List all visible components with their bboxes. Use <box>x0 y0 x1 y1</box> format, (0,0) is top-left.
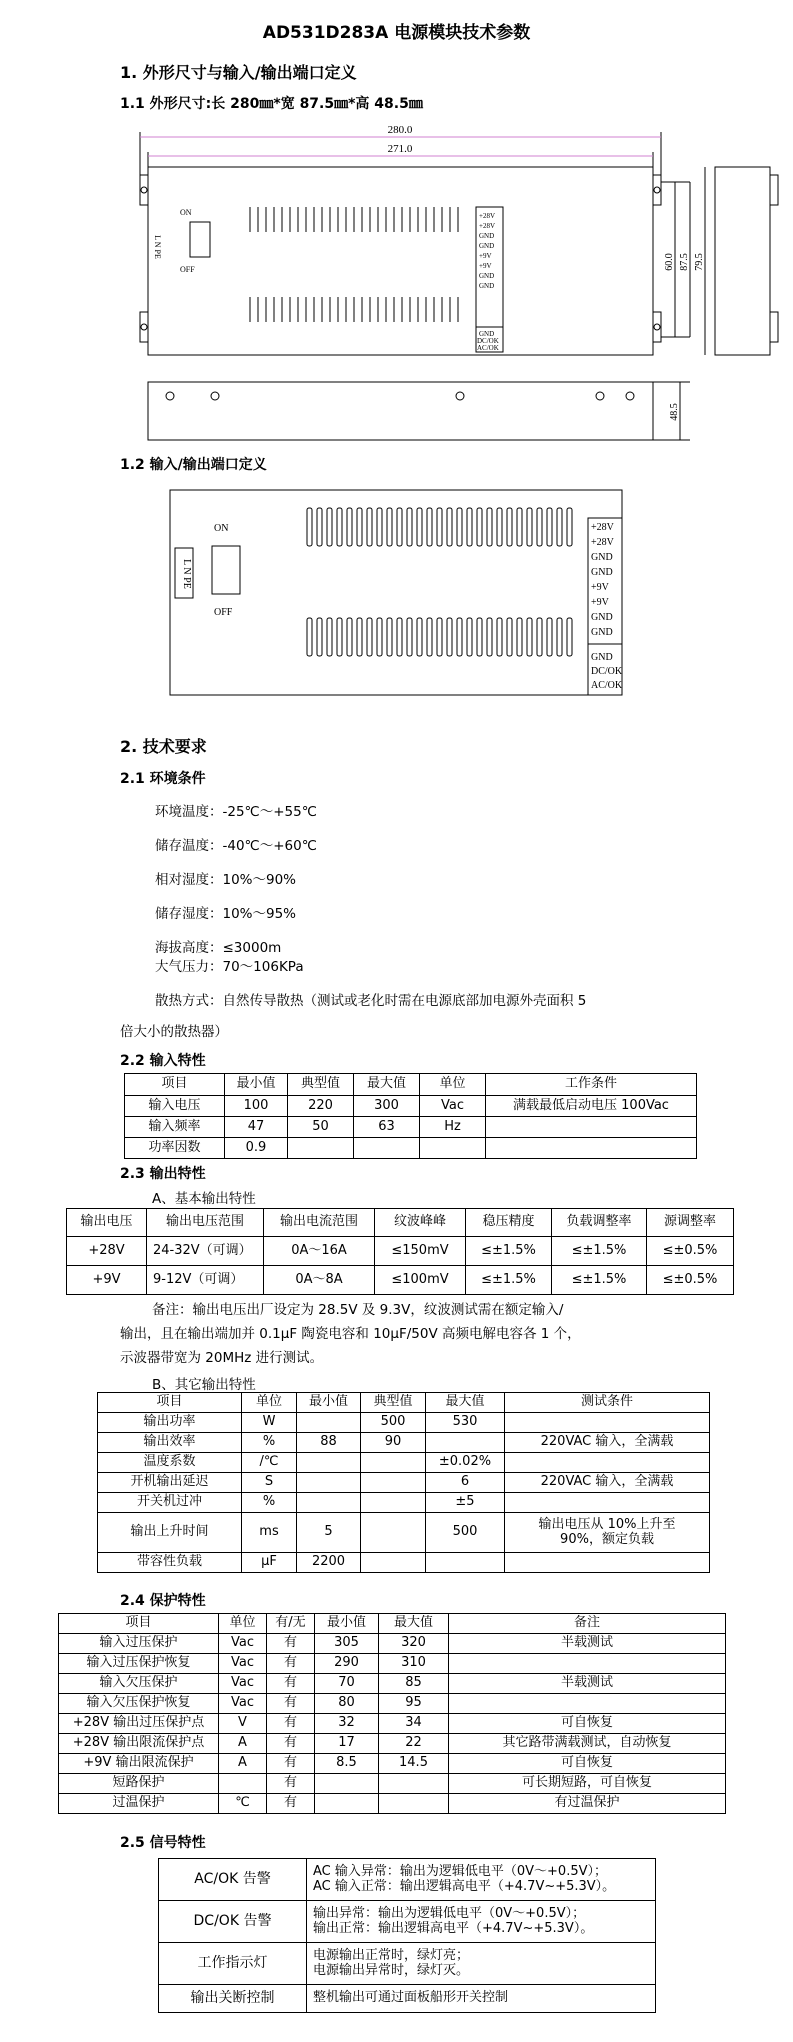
table-header-row: 项目 单位 有/无 最小值 最大值 备注 <box>59 1614 726 1634</box>
switch-on-label: ON <box>180 208 192 217</box>
basic-output-heading: A、基本输出特性 <box>152 1191 256 1207</box>
env-relative-humidity: 相对湿度：10%～90% <box>155 872 297 888</box>
svg-text:+28V: +28V <box>591 522 614 533</box>
vent-row-bottom <box>307 618 572 656</box>
note-line-3: 示波器带宽为 20MHz 进行测试。 <box>120 1350 324 1366</box>
table-row: 输出上升时间 ms 5 500 输出电压从 10%上升至 90%，额定负载 <box>98 1513 710 1553</box>
table-row: 输入过压保护恢复 Vac 有 290 310 <box>59 1654 726 1674</box>
table-row: +9V 9-12V（可调） 0A～8A ≤100mV ≤±1.5% ≤±1.5% ≤±0.5% <box>67 1266 734 1295</box>
env-storage-humidity: 储存湿度：10%～95% <box>155 906 297 922</box>
section-2-4-heading: 2.4 保护特性 <box>120 1593 206 1609</box>
top-view-body <box>148 167 653 355</box>
svg-text:DC/OK: DC/OK <box>591 666 623 677</box>
cooling-line-1: 散热方式：自然传导散热（测试或老化时需在电源底部加电源外壳面积 5 <box>155 993 587 1009</box>
table-row: 输出功率 W 500 530 <box>98 1413 710 1433</box>
section-2-2-heading: 2.2 输入特性 <box>120 1053 206 1069</box>
table-row: 输入欠压保护 Vac 有 70 85 半载测试 <box>59 1674 726 1694</box>
dim-87-5-label: 87.5 <box>679 253 690 271</box>
header-cell: 项目 <box>125 1074 225 1096</box>
env-altitude: 海拔高度：≤3000m <box>155 940 282 956</box>
side-view <box>148 382 653 440</box>
table-row: 短路保护 有 可长期短路，可自恢复 <box>59 1774 726 1794</box>
section-2-1-heading: 2.1 环境条件 <box>120 771 206 787</box>
other-output-table <box>97 1392 710 1573</box>
env-pressure: 大气压力：70～106KPa <box>155 959 304 975</box>
header-cell: 最大值 <box>354 1074 420 1096</box>
table-row: 输出关断控制 整机输出可通过面板船形开关控制 <box>159 1985 656 2013</box>
table-row: 过温保护 ℃ 有 有过温保护 <box>59 1794 726 1814</box>
table-row: 功率因数 0.9 <box>125 1138 697 1159</box>
table-row: 输入欠压保护恢复 Vac 有 80 95 <box>59 1694 726 1714</box>
svg-text:GND: GND <box>479 242 495 250</box>
svg-text:+9V: +9V <box>591 597 609 608</box>
front-panel <box>170 490 622 695</box>
section-1-1-heading: 1.1 外形尺寸:长 280㎜*宽 87.5㎜*高 48.5㎜ <box>120 96 423 112</box>
svg-text:AC/OK: AC/OK <box>591 680 623 691</box>
signal-table <box>158 1858 656 2013</box>
switch-off-label: OFF <box>180 265 195 274</box>
svg-text:+9V: +9V <box>479 252 492 260</box>
table-row: 开机输出延迟 S 6 220VAC 输入，全满载 <box>98 1473 710 1493</box>
table-row: 温度系数 /℃ ±0.02% <box>98 1453 710 1473</box>
header-cell: 典型值 <box>288 1074 354 1096</box>
document-title: AD531D283A 电源模块技术参数 <box>262 23 531 43</box>
table-header-row: 输出电压 输出电压范围 输出电流范围 纹波峰峰 稳压精度 负载调整率 源调整率 <box>67 1209 734 1237</box>
terminal-labels <box>477 212 499 352</box>
other-output-heading: B、其它输出特性 <box>152 1377 256 1393</box>
vent-row-top <box>307 508 572 546</box>
end-view <box>715 167 770 355</box>
header-cell: 工作条件 <box>486 1074 697 1096</box>
table-row: 带容性负载 μF 2200 <box>98 1553 710 1573</box>
svg-text:GND: GND <box>479 330 495 338</box>
svg-text:DC/OK: DC/OK <box>477 337 499 345</box>
svg-text:GND: GND <box>479 282 495 290</box>
rocker-switch <box>212 546 240 594</box>
port-lnpe-label: L N PE <box>181 559 192 589</box>
vent-slots-top <box>250 207 458 232</box>
section-2-heading: 2. 技术要求 <box>120 737 207 756</box>
table-header-row <box>125 1074 697 1096</box>
dim-271-label: 271.0 <box>387 143 413 155</box>
port-switch-off-label: OFF <box>214 607 233 618</box>
section-1-heading: 1. 外形尺寸与输入/输出端口定义 <box>120 63 357 82</box>
rise-time-condition: 输出电压从 10%上升至 90%，额定负载 <box>505 1513 710 1553</box>
table-row: +28V 24-32V（可调） 0A～16A ≤150mV ≤±1.5% ≤±1.5% ≤±0.5% <box>67 1237 734 1266</box>
table-row: +9V 输出限流保护 A 有 8.5 14.5 可自恢复 <box>59 1754 726 1774</box>
table-row: 输入频率 47 50 63 Hz <box>125 1117 697 1138</box>
input-table <box>124 1073 697 1159</box>
svg-text:GND: GND <box>591 612 613 623</box>
dim-79-5-label: 79.5 <box>694 253 705 271</box>
port-drawing <box>0 478 793 703</box>
dim-280-label: 280.0 <box>387 124 413 136</box>
svg-text:GND: GND <box>591 552 613 563</box>
table-row: DC/OK 告警 输出异常：输出为逻辑低电平（0V～+0.5V）； 输出正常：输出逻辑高电平（+4.7V~+5.3V）。 <box>159 1901 656 1943</box>
header-cell: 单位 <box>420 1074 486 1096</box>
section-2-3-heading: 2.3 输出特性 <box>120 1166 206 1182</box>
basic-output-table <box>66 1208 734 1295</box>
env-ambient-temp: 环境温度：-25℃～+55℃ <box>155 804 317 820</box>
table-row: 工作指示灯 电源输出正常时，绿灯亮； 电源输出异常时，绿灯灭。 <box>159 1943 656 1985</box>
dimension-drawing <box>0 112 793 447</box>
table-header-row: 项目 单位 最小值 典型值 最大值 测试条件 <box>98 1393 710 1413</box>
note-line-1: 备注：输出电压出厂设定为 28.5V 及 9.3V，纹波测试需在额定输入/ <box>152 1302 564 1318</box>
svg-text:GND: GND <box>479 272 495 280</box>
svg-text:AC/OK: AC/OK <box>477 344 499 352</box>
svg-text:+28V: +28V <box>591 537 614 548</box>
power-switch <box>190 222 210 257</box>
table-row: 输入电压 100 220 300 Vac 满载最低启动电压 100Vac <box>125 1096 697 1117</box>
protection-table <box>58 1613 726 1814</box>
svg-text:GND: GND <box>591 627 613 638</box>
svg-text:+9V: +9V <box>479 262 492 270</box>
lnpe-label: L N PE <box>153 235 162 259</box>
table-row: 输出效率 % 88 90 220VAC 输入，全满载 <box>98 1433 710 1453</box>
table-row: +28V 输出限流保护点 A 有 17 22 其它路带满载测试，自动恢复 <box>59 1734 726 1754</box>
table-row: 输入过压保护 Vac 有 305 320 半载测试 <box>59 1634 726 1654</box>
table-row: +28V 输出过压保护点 V 有 32 34 可自恢复 <box>59 1714 726 1734</box>
port-switch-on-label: ON <box>214 523 229 534</box>
section-1-2-heading: 1.2 输入/输出端口定义 <box>120 457 267 473</box>
svg-text:+28V: +28V <box>479 222 496 230</box>
svg-text:+28V: +28V <box>479 212 496 220</box>
note-line-2: 输出，且在输出端加并 0.1μF 陶瓷电容和 10μF/50V 高频电解电容各 1 个， <box>120 1326 581 1342</box>
svg-text:+9V: +9V <box>591 582 609 593</box>
env-storage-temp: 储存温度：-40℃～+60℃ <box>155 838 317 854</box>
table-row: AC/OK 告警 AC 输入异常：输出为逻辑低电平（0V～+0.5V）； AC 输入正常：输出逻辑高电平（+4.7V~+5.3V）。 <box>159 1859 656 1901</box>
svg-text:GND: GND <box>591 652 613 663</box>
port-terminal-labels <box>591 522 623 691</box>
svg-text:GND: GND <box>479 232 495 240</box>
svg-text:GND: GND <box>591 567 613 578</box>
vent-slots-bottom <box>250 297 458 322</box>
cooling-line-2: 倍大小的散热器） <box>120 1024 228 1040</box>
dim-48-5-label: 48.5 <box>669 403 680 421</box>
table-row: 开关机过冲 % ±5 <box>98 1493 710 1513</box>
header-cell: 最小值 <box>225 1074 288 1096</box>
dim-60-label: 60.0 <box>664 253 675 271</box>
section-2-5-heading: 2.5 信号特性 <box>120 1835 206 1851</box>
